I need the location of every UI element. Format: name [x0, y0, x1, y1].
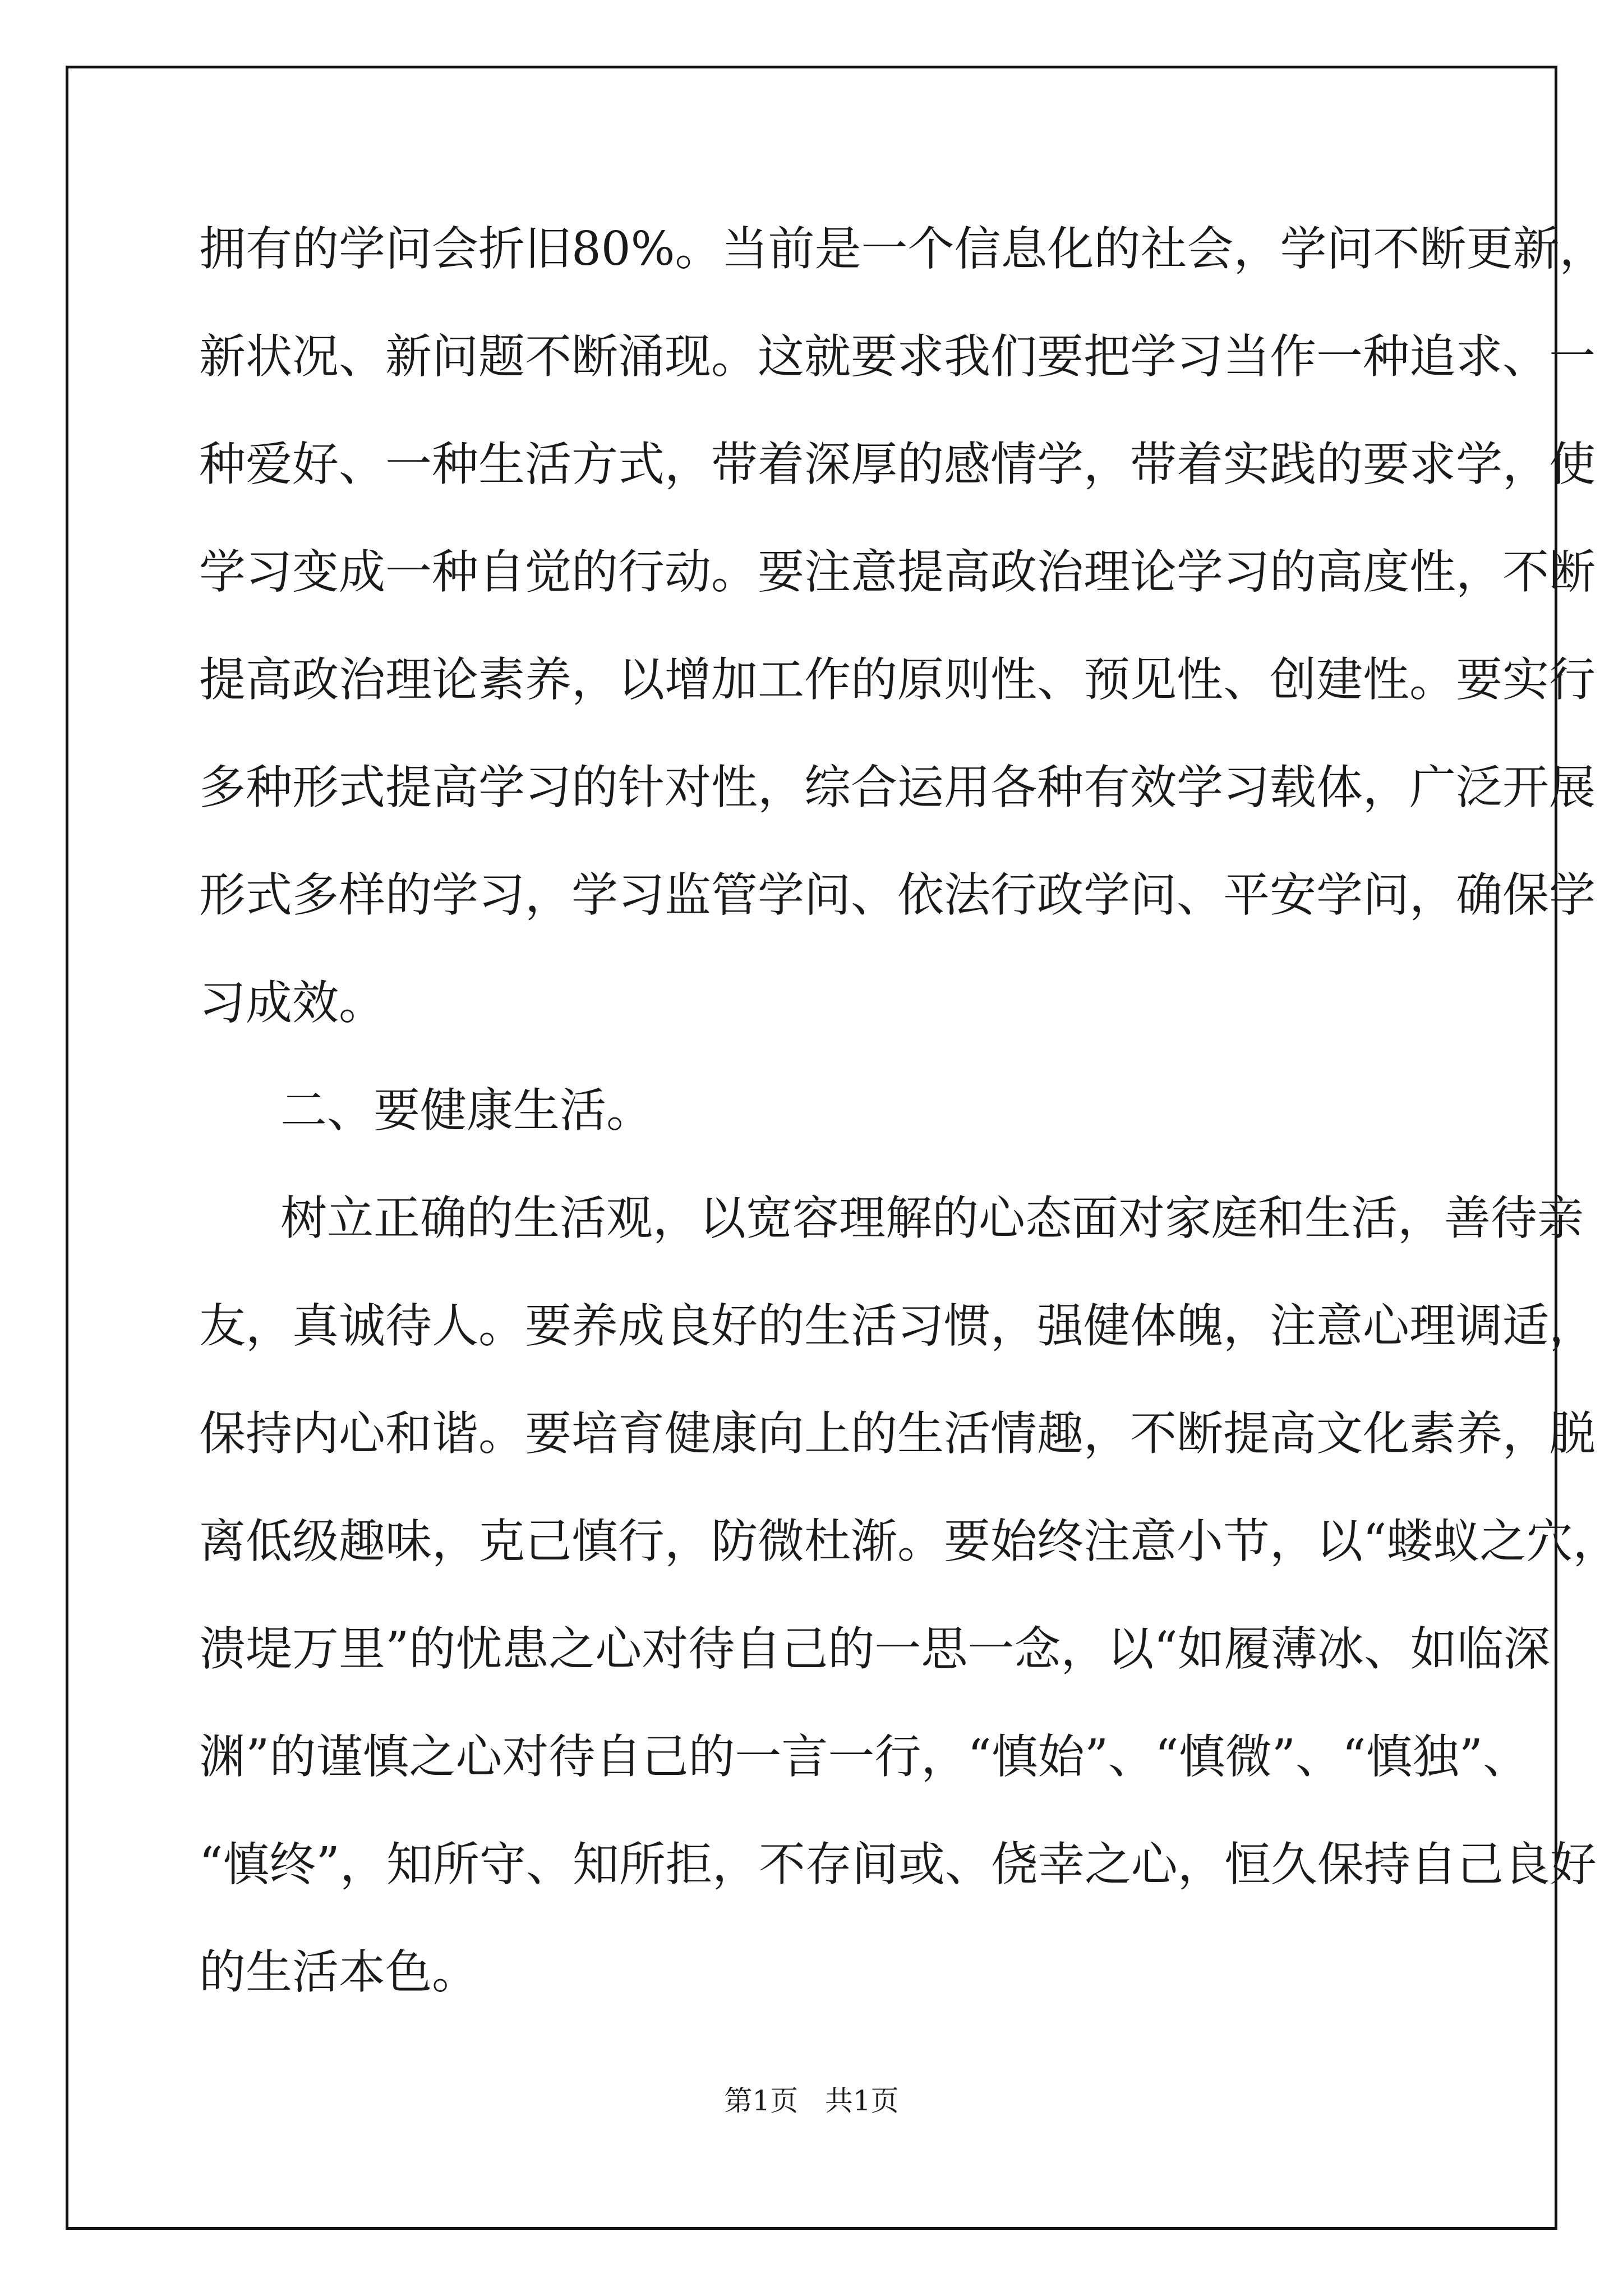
paragraph-line: 离低级趣味，克己慎行，防微杜渐。要始终注意小节，以“蝼蚁之穴，: [199, 1514, 1620, 1568]
paragraph-line: 新状况、新问题不断涌现。这就要求我们要把学习当作一种追求、一: [199, 329, 1596, 384]
paragraph-line: 习成效。: [199, 976, 385, 1030]
paragraph-line: 形式多样的学习，学习监管学问、依法行政学问、平安学问，确保学: [199, 868, 1596, 922]
page-border: [66, 66, 1557, 2230]
paragraph-line: 种爱好、一种生活方式，带着深厚的感情学，带着实践的要求学，使: [199, 437, 1596, 491]
paragraph-line: 的生活本色。: [199, 1945, 478, 1999]
paragraph-line: 拥有的学问会折旧80%。当前是一个信息化的社会，学问不断更新，: [199, 222, 1606, 276]
paragraph-line: 多种形式提高学习的针对性，综合运用各种有效学习载体，广泛开展: [199, 760, 1596, 815]
paragraph-line: 渊”的谨慎之心对待自己的一言一行，“慎始”、“慎微”、“慎独”、: [199, 1729, 1530, 1784]
paragraph-line: 溃堤万里”的忧患之心对待自己的一思一念，以“如履薄冰、如临深: [199, 1622, 1550, 1676]
page-number-footer: 第1页 共1页: [724, 2085, 899, 2117]
paragraph-line: 树立正确的生活观，以宽容理解的心态面对家庭和生活，善待亲: [280, 1191, 1584, 1245]
section-heading: 二、要健康生活。: [280, 1083, 653, 1138]
paragraph-line: 保持内心和谐。要培育健康向上的生活情趣，不断提高文化素养，脱: [199, 1406, 1596, 1461]
paragraph-line: “慎终”，知所守、知所拒，不存间或、侥幸之心，恒久保持自己良好: [199, 1837, 1597, 1892]
paragraph-line: 学习变成一种自觉的行动。要注意提高政治理论学习的高度性，不断: [199, 545, 1596, 599]
paragraph-line: 友，真诚待人。要养成良好的生活习惯，强健体魄，注意心理调适，: [199, 1299, 1596, 1353]
paragraph-line: 提高政治理论素养，以增加工作的原则性、预见性、创建性。要实行: [199, 652, 1596, 707]
